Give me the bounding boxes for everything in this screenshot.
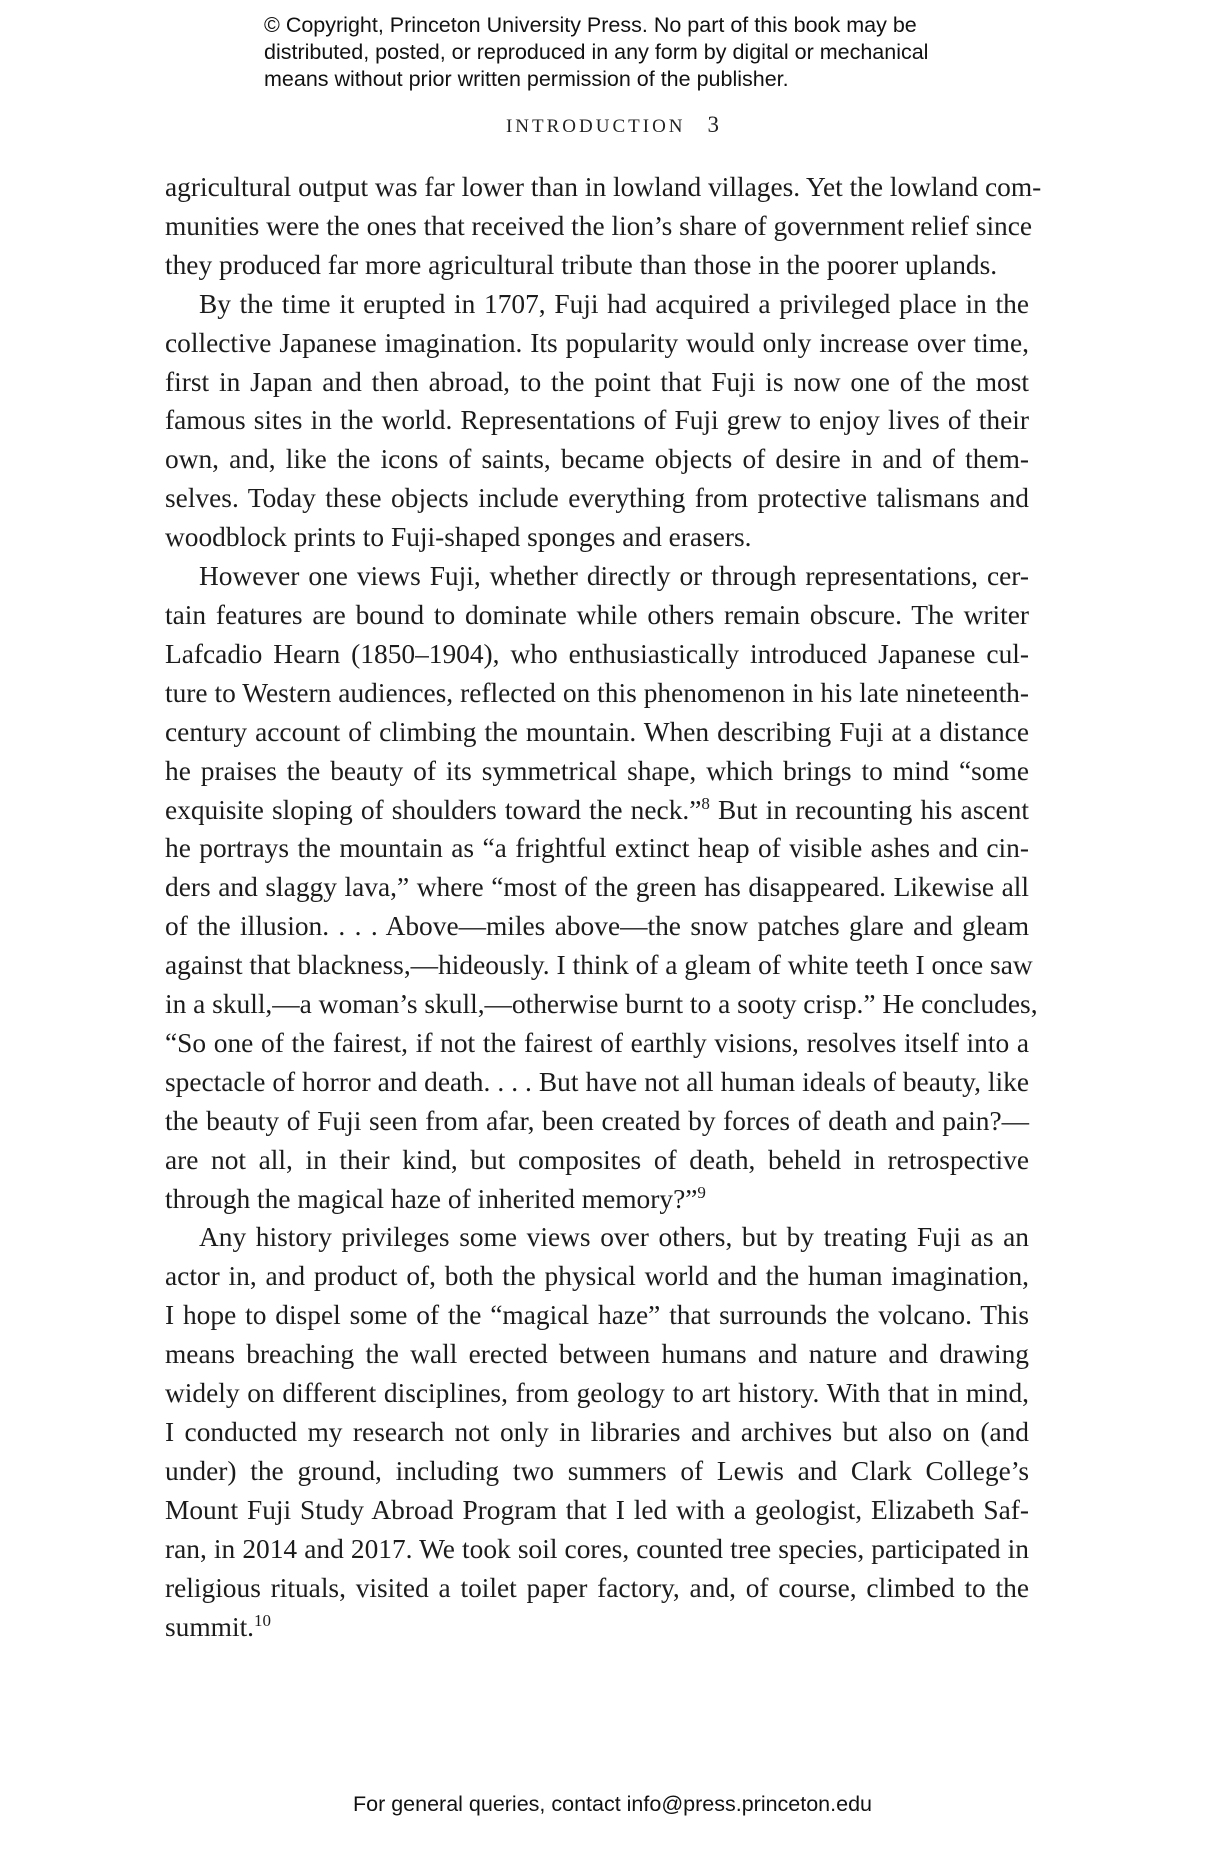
text-segment: But in recounting his ascent bbox=[709, 794, 1029, 825]
paragraph-3 bbox=[165, 557, 1038, 1218]
text-line: first in Japan and then abroad, to the point that Fuji is now one of the most bbox=[165, 366, 1029, 397]
text-line: he portrays the mountain as “a frightful extinct heap of visible ashes and cin- bbox=[165, 833, 1029, 864]
text-line: actor in, and product of, both the physical world and the human imagination, bbox=[165, 1261, 1029, 1292]
text-segment: through the magical haze of inherited memory?” bbox=[165, 1183, 698, 1214]
text-line: he praises the beauty of its symmetrical shape, which brings to mind “some bbox=[165, 755, 1029, 786]
text-line: widely on different disciplines, from geology to art history. With that in mind, bbox=[165, 1378, 1029, 1409]
text-line: are not all, in their kind, but composites of death, beheld in retrospective bbox=[165, 1144, 1029, 1175]
footer-contact: For general queries, contact info@press.princeton.edu bbox=[352, 1792, 872, 1816]
text-line bbox=[165, 1180, 1029, 1219]
text-line: ture to Western audiences, reflected on this phenomenon in his late nineteenth- bbox=[165, 677, 1029, 708]
running-head bbox=[0, 112, 1225, 138]
text-line bbox=[165, 791, 1029, 830]
text-line: ran, in 2014 and 2017. We took soil cores, counted tree species, participated in bbox=[165, 1533, 1029, 1564]
text-line: own, and, like the icons of saints, became objects of desire in and of them- bbox=[165, 444, 1029, 475]
text-line: selves. Today these objects include everything from protective talismans and bbox=[165, 483, 1029, 514]
running-head-section: INTRODUCTION bbox=[505, 116, 686, 137]
copyright-line: means without prior written permission of the publisher. bbox=[264, 67, 789, 91]
text-line bbox=[165, 1608, 1029, 1647]
text-line: ders and slaggy lava,” where “most of the green has disappeared. Likewise all bbox=[165, 872, 1029, 903]
footnote-ref-8[interactable]: 8 bbox=[701, 793, 710, 813]
text-line: in a skull,—a woman’s skull,—otherwise burnt to a sooty crisp.” He concludes, bbox=[165, 989, 1038, 1020]
copyright-line: © Copyright, Princeton University Press. No part of this book may be bbox=[264, 13, 917, 37]
text-line: Mount Fuji Study Abroad Program that I led with a geologist, Elizabeth Saf- bbox=[165, 1494, 1029, 1525]
text-line: agricultural output was far lower than in lowland villages. Yet the lowland com- bbox=[165, 172, 1042, 202]
text-line: they produced far more agricultural tribute than those in the poorer uplands. bbox=[165, 249, 998, 280]
paragraph-4 bbox=[165, 1218, 1029, 1646]
text-line: against that blackness,—hideously. I think of a gleam of white teeth I once saw bbox=[165, 950, 1033, 981]
paragraph-2 bbox=[165, 285, 1029, 557]
text-line: Lafcadio Hearn (1850–1904), who enthusiastically introduced Japanese cul- bbox=[165, 638, 1029, 669]
text-line: famous sites in the world. Representations of Fuji grew to enjoy lives of their bbox=[165, 405, 1029, 436]
text-line: under) the ground, including two summers of Lewis and Clark College’s bbox=[165, 1455, 1029, 1486]
text-line: religious rituals, visited a toilet paper factory, and, of course, climbed to the bbox=[165, 1572, 1029, 1603]
text-line: means breaching the wall erected between humans and nature and drawing bbox=[165, 1339, 1029, 1370]
text-segment: exquisite sloping of shoulders toward the neck.” bbox=[165, 794, 702, 825]
text-line: munities were the ones that received the lion’s share of government relief since bbox=[165, 210, 1033, 241]
text-line: of the illusion. . . . Above—miles above—the snow patches glare and gleam bbox=[165, 911, 1029, 942]
paragraph-1 bbox=[165, 168, 1042, 285]
text-line: collective Japanese imagination. Its popularity would only increase over time, bbox=[165, 327, 1029, 358]
page-number: 3 bbox=[707, 112, 720, 137]
text-line: However one views Fuji, whether directly or through representations, cer- bbox=[199, 561, 1029, 592]
text-line: I conducted my research not only in libraries and archives but also on (and bbox=[165, 1417, 1029, 1447]
text-line: woodblock prints to Fuji-shaped sponges and erasers. bbox=[165, 522, 752, 553]
copyright-line: distributed, posted, or reproduced in any form by digital or mechanical bbox=[264, 40, 929, 64]
text-line: tain features are bound to dominate while others remain obscure. The writer bbox=[165, 599, 1029, 630]
text-line: Any history privileges some views over others, but by treating Fuji as an bbox=[199, 1222, 1029, 1253]
text-line: By the time it erupted in 1707, Fuji had acquired a privileged place in the bbox=[199, 288, 1029, 319]
text-line: the beauty of Fuji seen from afar, been created by forces of death and pain?— bbox=[165, 1105, 1029, 1136]
text-segment: summit. bbox=[165, 1611, 255, 1642]
text-line: century account of climbing the mountain. When describing Fuji at a distance bbox=[165, 716, 1029, 747]
text-line: spectacle of horror and death. . . . But have not all human ideals of beauty, like bbox=[165, 1066, 1029, 1097]
text-line: I hope to dispel some of the “magical haze” that surrounds the volcano. This bbox=[165, 1300, 1029, 1331]
copyright-notice bbox=[264, 12, 1024, 93]
text-line: “So one of the fairest, if not the fairest of earthly visions, resolves itself into a bbox=[165, 1027, 1029, 1058]
footnote-ref-9[interactable]: 9 bbox=[697, 1182, 706, 1202]
footnote-ref-10[interactable]: 10 bbox=[254, 1610, 272, 1630]
body-text bbox=[165, 168, 1042, 1646]
